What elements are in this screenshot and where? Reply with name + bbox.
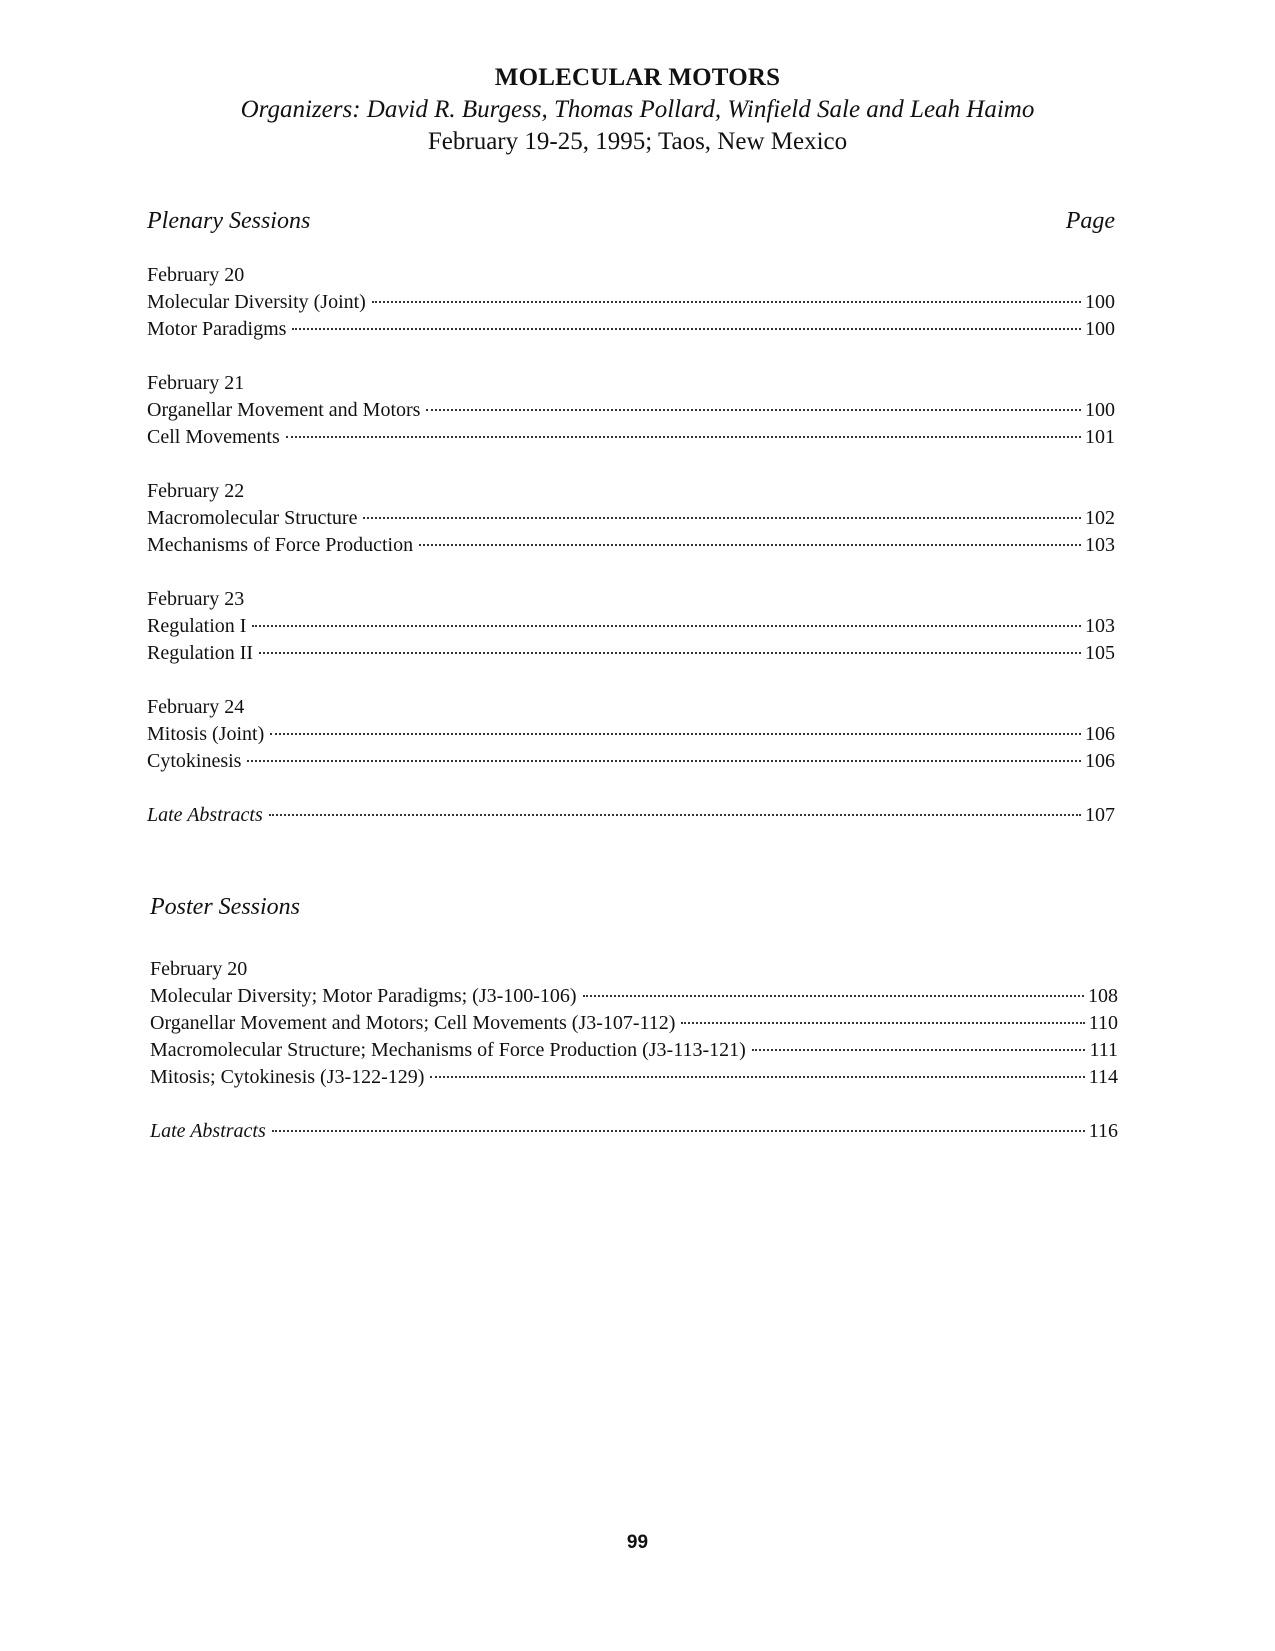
entry-label: Motor Paradigms xyxy=(147,318,287,340)
dot-leader xyxy=(252,625,1081,627)
entry-label: Molecular Diversity; Motor Paradigms; (J3-100-106) xyxy=(150,985,577,1007)
dot-leader xyxy=(269,814,1081,816)
entry-page: 108 xyxy=(1088,985,1118,1007)
entry-label: Mechanisms of Force Production xyxy=(147,534,414,556)
entry-label: Mitosis (Joint) xyxy=(147,723,265,745)
entry-page: 101 xyxy=(1085,426,1115,448)
toc-entry xyxy=(147,289,1115,316)
toc-entry xyxy=(147,505,1115,532)
plenary-sessions-heading xyxy=(147,206,1115,236)
toc-entry xyxy=(150,1064,1118,1091)
entry-page: 107 xyxy=(1085,804,1115,826)
toc-entry xyxy=(147,640,1115,667)
toc-entry xyxy=(147,532,1115,559)
late-abstracts-entry xyxy=(147,802,1115,829)
dot-leader xyxy=(430,1076,1084,1078)
group-date: February 20 xyxy=(150,958,248,980)
toc-group xyxy=(147,262,1115,343)
toc-entry xyxy=(150,1037,1118,1064)
entry-label: Organellar Movement and Motors; Cell Movements (J3-107-112) xyxy=(150,1012,676,1034)
entry-label: Mitosis; Cytokinesis (J3-122-129) xyxy=(150,1066,425,1088)
entry-label: Molecular Diversity (Joint) xyxy=(147,291,366,313)
toc-entry xyxy=(147,748,1115,775)
late-abstracts-entry xyxy=(150,1118,1118,1145)
organizers-line: Organizers: David R. Burgess, Thomas Pollard, Winfield Sale and Leah Haimo xyxy=(240,96,1035,123)
dot-leader xyxy=(259,652,1081,654)
toc-group xyxy=(147,586,1115,667)
entry-label: Late Abstracts xyxy=(147,804,263,826)
poster-sessions-title: Poster Sessions xyxy=(150,894,300,920)
toc-group xyxy=(147,370,1115,451)
toc-entry xyxy=(147,316,1115,343)
dot-leader xyxy=(426,409,1081,411)
dot-leader xyxy=(372,301,1081,303)
entry-label: Cytokinesis xyxy=(147,750,242,772)
event-dates: February 19-25, 1995; Taos, New Mexico xyxy=(427,128,848,155)
toc-entry xyxy=(147,613,1115,640)
entry-page: 106 xyxy=(1085,750,1115,772)
document-header xyxy=(0,62,1275,158)
entry-label: Cell Movements xyxy=(147,426,280,448)
group-date: February 23 xyxy=(147,588,245,610)
dot-leader xyxy=(286,436,1081,438)
toc-group xyxy=(147,694,1115,775)
toc-group xyxy=(150,956,1118,1091)
entry-page: 105 xyxy=(1085,642,1115,664)
entry-page: 114 xyxy=(1088,1066,1118,1088)
toc-entry xyxy=(147,721,1115,748)
entry-page: 100 xyxy=(1085,399,1115,421)
entry-page: 100 xyxy=(1085,291,1115,313)
plenary-sessions-title: Plenary Sessions xyxy=(147,208,311,234)
entry-page: 106 xyxy=(1085,723,1115,745)
page-column-heading: Page xyxy=(1065,208,1115,234)
toc-entry xyxy=(147,397,1115,424)
plenary-toc xyxy=(147,262,1115,829)
entry-label: Regulation II xyxy=(147,642,254,664)
page-number: 99 xyxy=(626,1532,649,1553)
dot-leader xyxy=(419,544,1081,546)
group-date: February 20 xyxy=(147,264,245,286)
entry-page: 111 xyxy=(1089,1039,1118,1061)
dot-leader xyxy=(272,1130,1085,1132)
toc-entry xyxy=(150,1010,1118,1037)
dot-leader xyxy=(270,733,1081,735)
group-date: February 24 xyxy=(147,696,245,718)
dot-leader xyxy=(292,328,1081,330)
toc-entry xyxy=(150,983,1118,1010)
dot-leader xyxy=(363,517,1081,519)
entry-label: Macromolecular Structure xyxy=(147,507,358,529)
poster-sessions-heading xyxy=(150,892,1118,922)
dot-leader xyxy=(247,760,1081,762)
dot-leader xyxy=(583,995,1084,997)
poster-toc xyxy=(150,956,1118,1145)
entry-page: 116 xyxy=(1088,1120,1118,1142)
entry-page: 103 xyxy=(1085,615,1115,637)
entry-label: Organellar Movement and Motors xyxy=(147,399,421,421)
group-date: February 21 xyxy=(147,372,245,394)
entry-page: 103 xyxy=(1085,534,1115,556)
entry-page: 102 xyxy=(1085,507,1115,529)
entry-page: 110 xyxy=(1088,1012,1118,1034)
entry-label: Late Abstracts xyxy=(150,1120,266,1142)
dot-leader xyxy=(752,1049,1086,1051)
entry-label: Macromolecular Structure; Mechanisms of Force Production (J3-113-121) xyxy=(150,1039,746,1061)
entry-label: Regulation I xyxy=(147,615,247,637)
toc-entry xyxy=(147,424,1115,451)
group-date: February 22 xyxy=(147,480,245,502)
page-title: MOLECULAR MOTORS xyxy=(494,64,781,91)
dot-leader xyxy=(681,1022,1084,1024)
entry-page: 100 xyxy=(1085,318,1115,340)
toc-group xyxy=(147,478,1115,559)
